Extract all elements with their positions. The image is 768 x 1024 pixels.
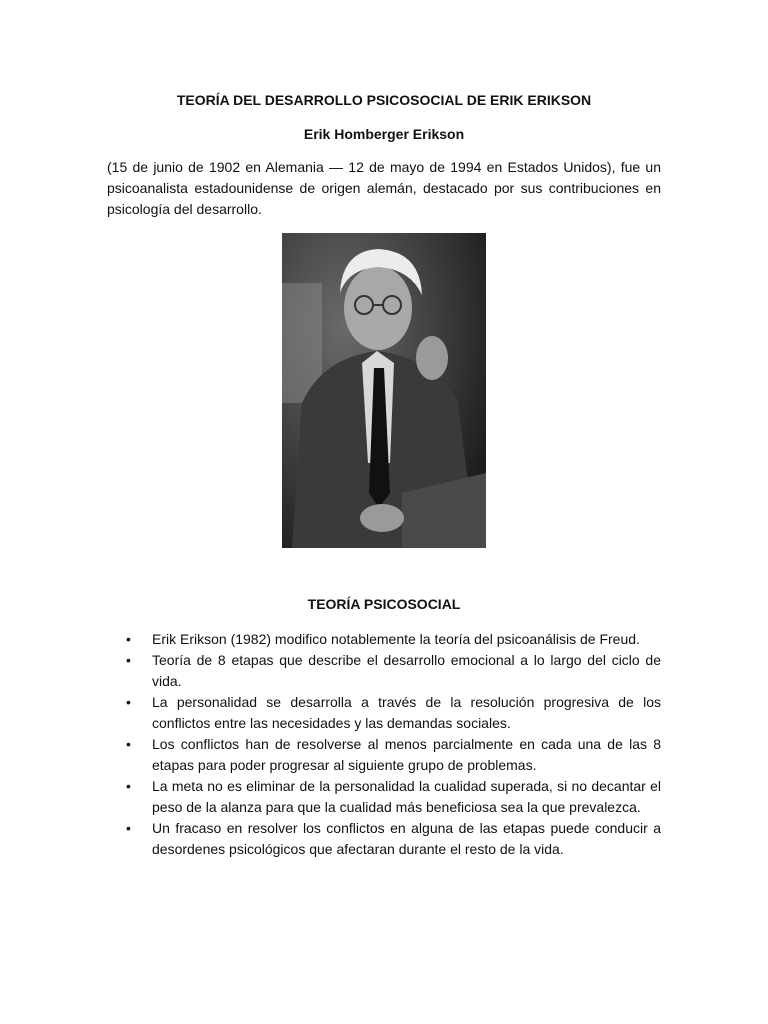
document-title: TEORÍA DEL DESARROLLO PSICOSOCIAL DE ERIK ERIKSON — [176, 92, 592, 108]
bullet-dot: • — [126, 652, 131, 668]
list-item — [107, 818, 661, 860]
bullet-dot: • — [126, 736, 131, 752]
list-item — [107, 650, 661, 692]
intro-paragraph: (15 de junio de 1902 en Alemania — 12 de mayo de 1994 en Estados Unidos), fue un psicoanalista estadounidense de origen alemán, destacado por sus contribuciones en psicología del desarrollo. — [107, 159, 661, 217]
list-item-text: La meta no es eliminar de la personalidad la cualidad superada, si no decantar el peso de la alanza para que la cualidad más beneficiosa sea la que prevalezca. — [152, 778, 661, 815]
list-item-text: Teoría de 8 etapas que describe el desarrollo emocional a lo largo del ciclo de vida. — [152, 652, 661, 689]
bullet-dot: • — [126, 631, 131, 647]
bullet-dot: • — [126, 778, 131, 794]
list-item-text: Erik Erikson (1982) modifico notablemente la teoría del psicoanálisis de Freud. — [152, 631, 640, 647]
list-item — [107, 629, 661, 650]
portrait-photo — [282, 233, 486, 548]
document-subtitle: Erik Homberger Erikson — [303, 126, 465, 142]
list-item-text: Los conflictos han de resolverse al menos parcialmente en cada una de las 8 etapas para poder progresar al siguiente grupo de problemas. — [152, 736, 661, 773]
list-item-text: Un fracaso en resolver los conflictos en alguna de las etapas puede conducir a desordenes psicológicos que afectaran durante el resto de la vida. — [152, 820, 661, 857]
bullet-list — [107, 629, 661, 860]
bullet-dot: • — [126, 694, 131, 710]
section-title: TEORÍA PSICOSOCIAL — [307, 596, 461, 612]
list-item-text: La personalidad se desarrolla a través de la resolución progresiva de los conflictos entre las necesidades y las demandas sociales. — [152, 694, 661, 731]
portrait-illustration — [282, 233, 486, 548]
list-item — [107, 776, 661, 818]
list-item — [107, 692, 661, 734]
bullet-dot: • — [126, 820, 131, 836]
list-item — [107, 734, 661, 776]
